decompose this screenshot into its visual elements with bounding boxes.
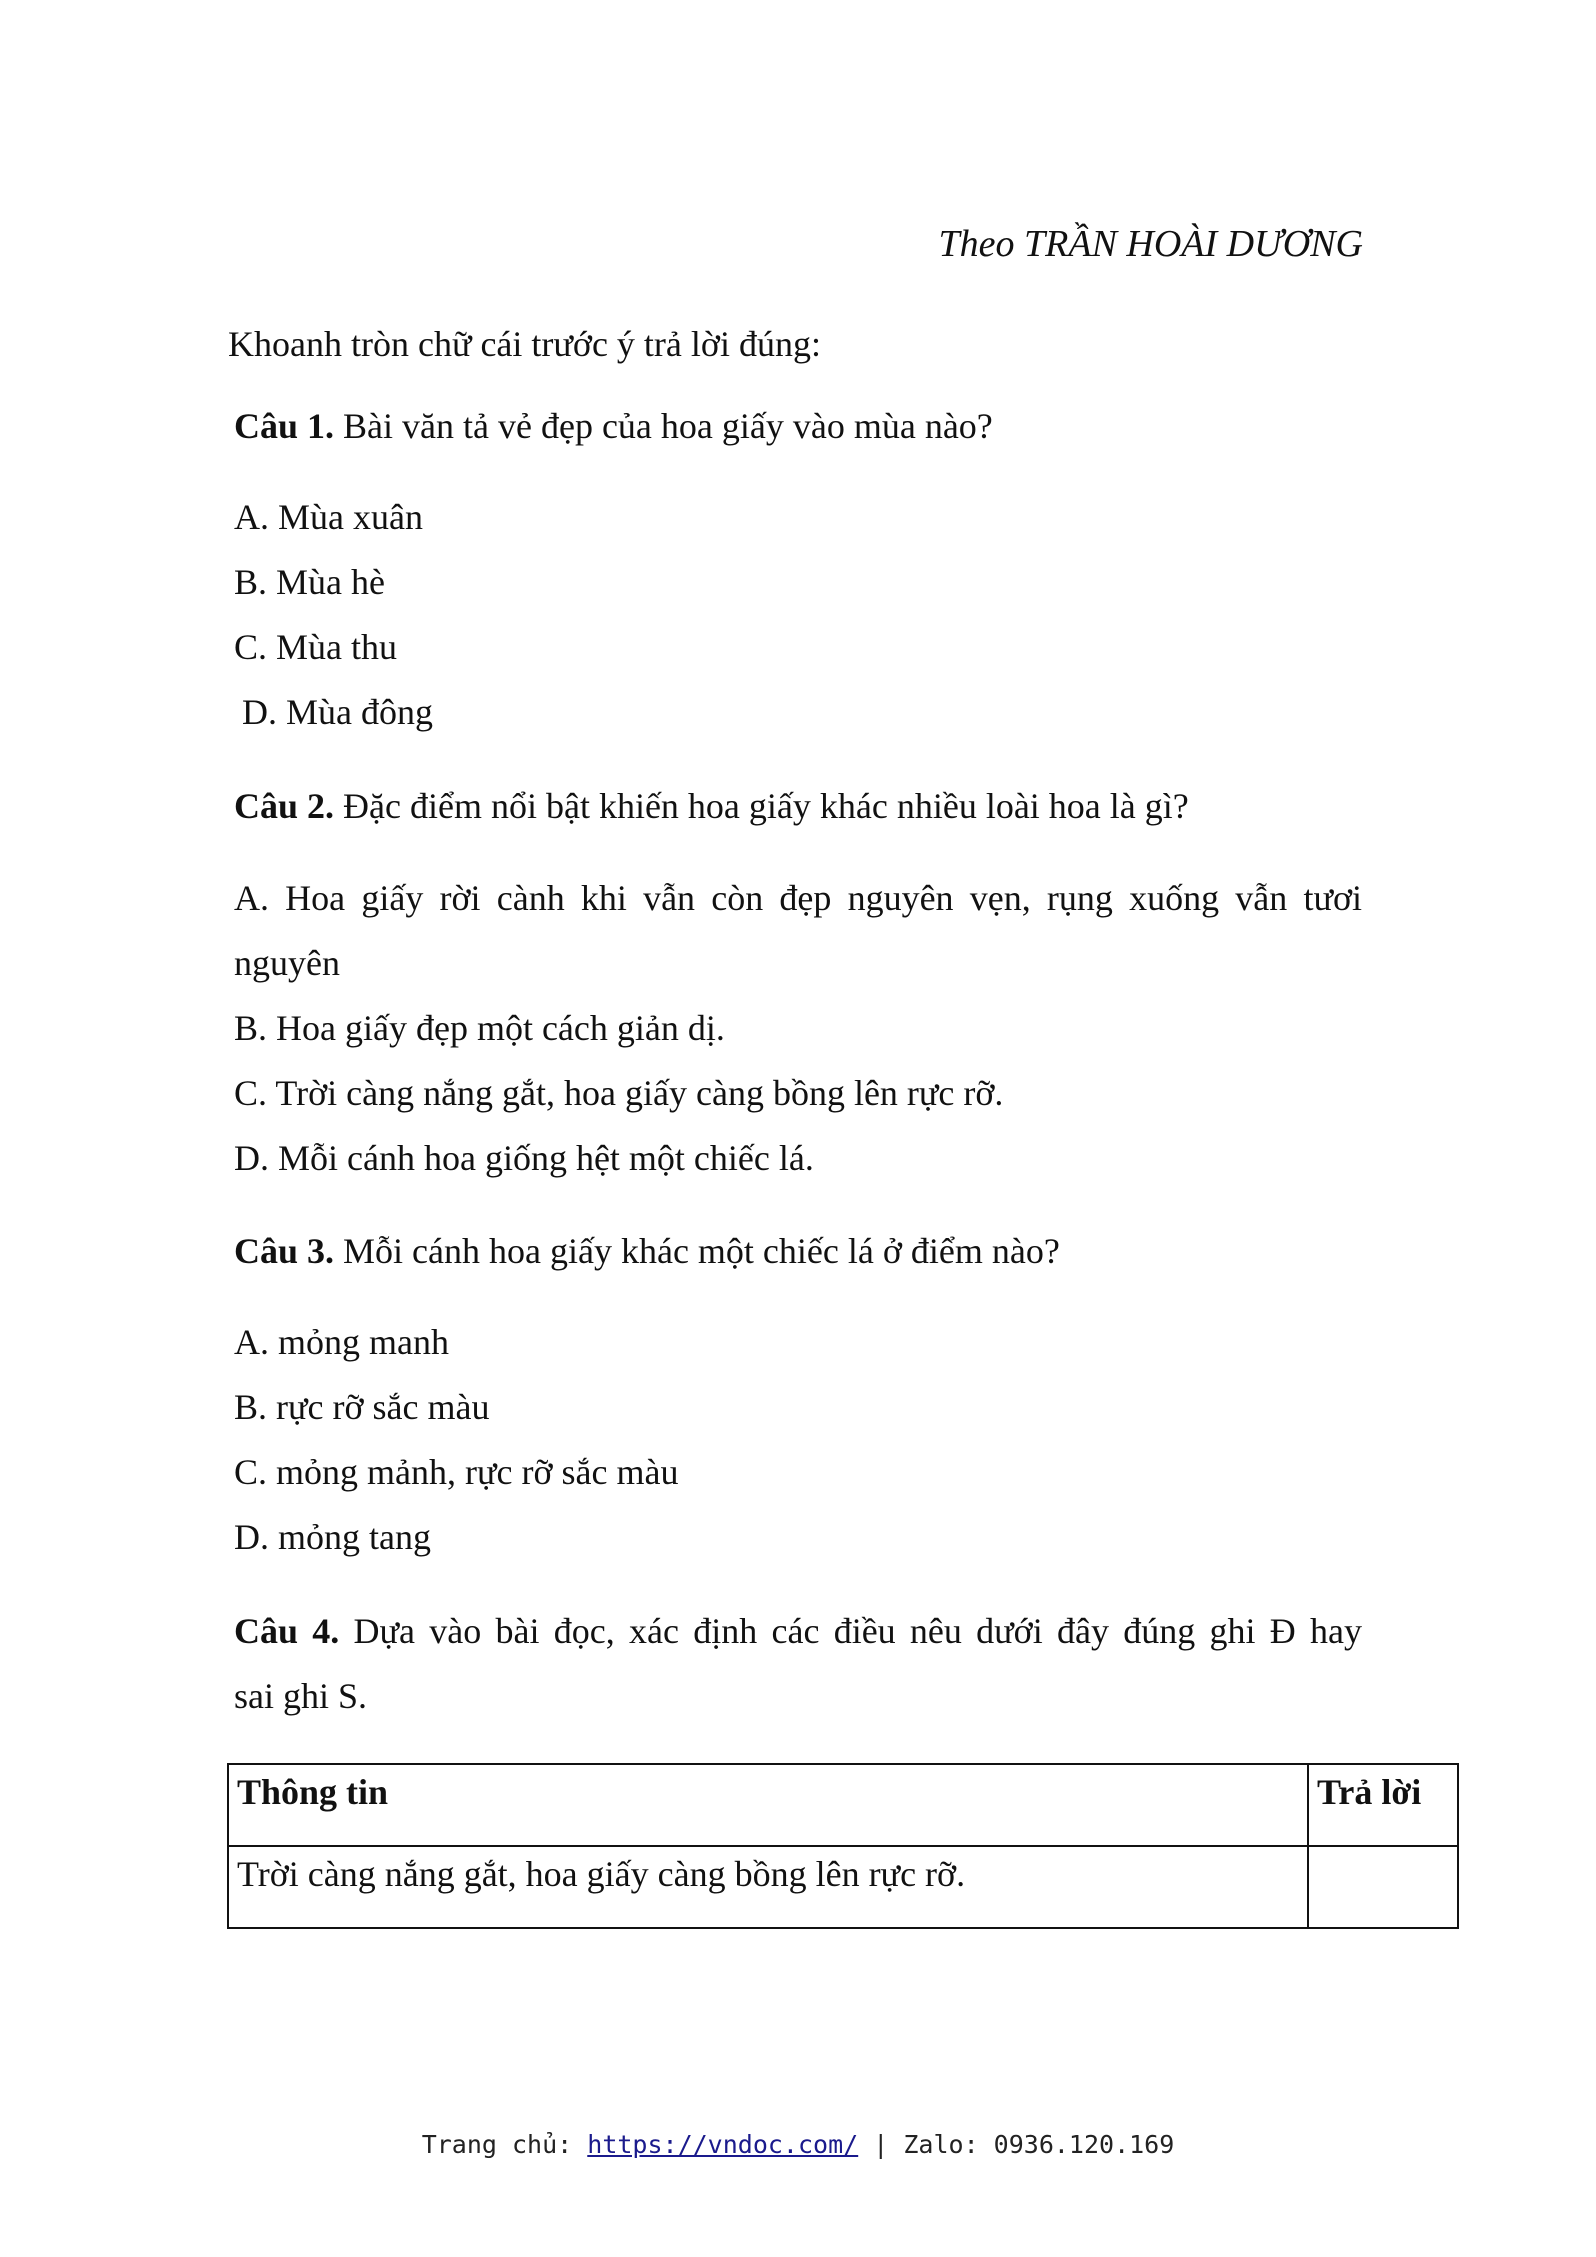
instruction: Khoanh tròn chữ cái trước ý trả lời đúng: (228, 324, 821, 364)
author-credit: Theo TRẦN HOÀI DƯƠNG (938, 223, 1363, 265)
option-2c: C. Trời càng nắng gắt, hoa giấy càng bồng lên rực rỡ. (234, 1073, 1004, 1113)
option-1d: D. Mùa đông (242, 692, 433, 732)
option-1b: B. Mùa hè (234, 562, 385, 602)
page-footer (0, 2130, 1596, 2159)
table-row (228, 1846, 1458, 1928)
option-2d: D. Mỗi cánh hoa giống hệt một chiếc lá. (234, 1138, 814, 1178)
option-3a: A. mỏng manh (234, 1322, 449, 1362)
option-2b: B. Hoa giấy đẹp một cách giản dị. (234, 1008, 725, 1048)
footer-home-label: Trang chủ: (421, 2130, 588, 2159)
footer-home-link[interactable]: https://vndoc.com/ (587, 2130, 859, 2159)
question-text: Dựa vào bài đọc, xác định các điều nêu dưới đây đúng ghi Đ hay (339, 1611, 1362, 1651)
table-cell-statement: Trời càng nắng gắt, hoa giấy càng bồng lên rực rỡ. (228, 1846, 1308, 1928)
option-3c: C. mỏng mảnh, rực rỡ sắc màu (234, 1452, 679, 1492)
footer-zalo: Zalo: 0936.120.169 (903, 2130, 1175, 2159)
question-4-cont: sai ghi S. (234, 1676, 368, 1716)
option-2a: A. Hoa giấy rời cành khi vẫn còn đẹp nguyên vẹn, rụng xuống vẫn tươi (234, 878, 1362, 918)
header-info: Thông tin (237, 1772, 389, 1812)
header-answer: Trả lời (1317, 1772, 1422, 1812)
table-header-row (228, 1764, 1458, 1846)
question-text: Bài văn tả vẻ đẹp của hoa giấy vào mùa nào? (334, 406, 993, 446)
question-label: Câu 3. (234, 1231, 335, 1271)
table-header-cell (1308, 1764, 1458, 1846)
answer-table (227, 1763, 1459, 1929)
question-4 (234, 1609, 1362, 1653)
table-header-cell (228, 1764, 1308, 1846)
table-cell-answer[interactable] (1308, 1846, 1458, 1928)
option-1c: C. Mùa thu (234, 627, 398, 667)
option-1a: A. Mùa xuân (234, 497, 423, 537)
question-text: Đặc điểm nổi bật khiến hoa giấy khác nhiều loài hoa là gì? (334, 786, 1189, 826)
question-1 (234, 404, 993, 448)
option-2a-cont: nguyên (234, 943, 340, 983)
question-2 (234, 784, 1189, 828)
footer-separator: | (858, 2130, 904, 2159)
question-text: Mỗi cánh hoa giấy khác một chiếc lá ở điểm nào? (334, 1231, 1060, 1271)
question-label: Câu 1. (234, 406, 335, 446)
question-3 (234, 1229, 1060, 1273)
option-3d: D. mỏng tang (234, 1517, 431, 1557)
option-3b: B. rực rỡ sắc màu (234, 1387, 490, 1427)
question-label: Câu 2. (234, 786, 335, 826)
question-label: Câu 4. (234, 1611, 340, 1651)
